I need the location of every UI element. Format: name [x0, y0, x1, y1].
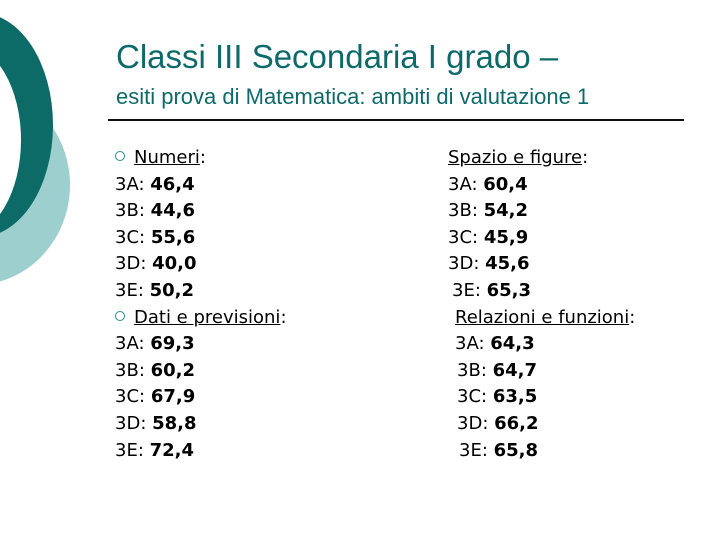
relazioni-row: 3A: 64,3	[455, 333, 535, 355]
score-value: 60,4	[483, 173, 528, 195]
dati-heading: Dati e previsioni	[134, 306, 281, 328]
dati-row: 3E: 72,4	[115, 439, 195, 461]
numeri-heading: Numeri	[134, 147, 200, 168]
relazioni-row: 3C: 63,5	[457, 386, 538, 408]
numeri-row: 3B: 44,6	[115, 200, 196, 222]
score-value: 50,2	[149, 279, 195, 301]
score-value: 63,5	[492, 386, 538, 408]
relazioni-row: 3E: 65,8	[459, 439, 539, 461]
circle-bullet-icon	[115, 151, 125, 161]
score-value: 45,9	[483, 226, 529, 248]
score-value: 55,6	[150, 226, 196, 248]
numeri-row: 3A: 46,4	[115, 173, 195, 195]
class-label: 3D	[448, 253, 474, 275]
title-divider	[108, 119, 684, 121]
class-label: 3B	[457, 359, 481, 381]
class-label: 3E	[452, 279, 475, 301]
circle-bullet-icon	[115, 311, 125, 321]
class-label: 3A	[115, 173, 139, 195]
score-value: 65,3	[486, 279, 532, 301]
class-label: 3C	[115, 386, 140, 408]
class-label: 3D	[457, 412, 483, 434]
slide-title: Classi III Secondaria I grado –	[116, 38, 559, 75]
slide-subtitle: esiti prova di Matematica: ambiti di valutazione 1	[116, 84, 590, 109]
numeri-row: 3D: 40,0	[115, 253, 197, 275]
spazio-row: 3D: 45,6	[448, 253, 530, 275]
class-label: 3B	[115, 359, 139, 381]
score-value: 69,3	[150, 333, 195, 355]
numeri-row: 3E: 50,2	[115, 279, 195, 301]
dati-row: 3D: 58,8	[115, 412, 197, 434]
relazioni-heading: Relazioni e funzioni	[455, 306, 630, 328]
class-label: 3A	[455, 333, 479, 355]
score-value: 46,4	[150, 173, 195, 195]
score-value: 72,4	[149, 439, 195, 461]
relazioni-heading-line: Relazioni e funzioni:	[455, 306, 636, 328]
score-value: 54,2	[483, 200, 529, 222]
score-value: 60,2	[150, 359, 196, 381]
class-label: 3B	[115, 200, 139, 222]
class-label: 3A	[448, 173, 472, 195]
relazioni-row: 3B: 64,7	[457, 359, 538, 381]
dati-row: 3A: 69,3	[115, 333, 195, 355]
score-value: 65,8	[493, 439, 539, 461]
dati-heading-line: Dati e previsioni:	[115, 305, 287, 332]
dati-row: 3C: 67,9	[115, 386, 196, 408]
dati-row: 3B: 60,2	[115, 359, 196, 381]
class-label: 3E	[115, 439, 138, 461]
spazio-row: 3C: 45,9	[448, 226, 529, 248]
class-label: 3C	[115, 226, 140, 248]
score-value: 44,6	[150, 200, 196, 222]
class-label: 3C	[457, 386, 482, 408]
score-value: 45,6	[485, 253, 530, 275]
score-value: 40,0	[152, 253, 197, 275]
score-value: 66,2	[494, 412, 539, 434]
spazio-row: 3A: 60,4	[448, 173, 528, 195]
class-label: 3B	[448, 200, 472, 222]
score-value: 64,3	[490, 333, 535, 355]
score-value: 64,7	[492, 359, 538, 381]
numeri-row: 3C: 55,6	[115, 226, 196, 248]
score-value: 67,9	[150, 386, 196, 408]
class-label: 3D	[115, 253, 141, 275]
class-label: 3E	[459, 439, 482, 461]
class-label: 3D	[115, 412, 141, 434]
class-label: 3A	[115, 333, 139, 355]
numeri-heading-line: Numeri:	[115, 145, 287, 172]
class-label: 3E	[115, 279, 138, 301]
left-column	[115, 145, 287, 464]
score-value: 58,8	[152, 412, 197, 434]
spazio-heading-line: Spazio e figure:	[448, 147, 589, 168]
spazio-row: 3E: 65,3	[452, 279, 532, 301]
spazio-heading: Spazio e figure	[448, 147, 583, 168]
spazio-row: 3B: 54,2	[448, 200, 529, 222]
class-label: 3C	[448, 226, 473, 248]
right-column	[448, 145, 635, 464]
decorative-circles	[0, 0, 120, 290]
relazioni-row: 3D: 66,2	[457, 412, 539, 434]
